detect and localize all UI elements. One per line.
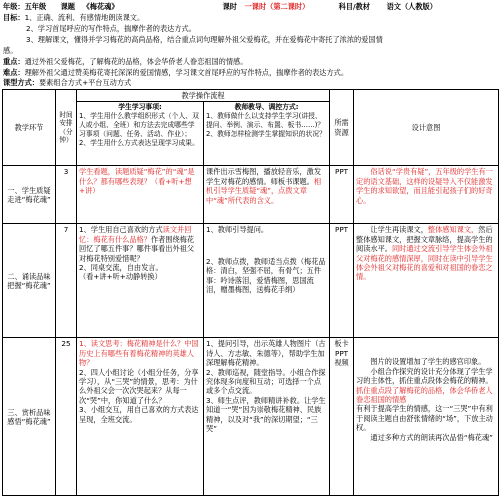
goal-item: 3、理解课文，懂得并学习梅花的高尚品格，结合重点词句理解外祖父爱梅花，并在爱梅花中寄托了浓浓的爱国情 — [26, 35, 383, 44]
design-cell — [354, 338, 499, 496]
design-text: 小组合作探究的设计充分体现了学生学习的主体性，抓住重点段体会梅花的精神。 — [356, 366, 493, 386]
design-text: 让学生再读课文， — [370, 225, 428, 235]
teacher-text: 3、师生点评，教师精讲补救。让学生知道一“哭”因为崇敬梅花精神、民族精神，以及对“我”的深切期望；“三哭” — [206, 395, 326, 434]
teacher-text: 课件出示雪梅图，播放轻音乐，激发学生对梅花的感情。师板书课题。 — [206, 167, 322, 186]
teacher-text-highlight: 相机引导学生质疑“魂”，点拨文章中“魂”所代表的含义。 — [206, 176, 322, 205]
period-label: 课时 — [222, 2, 237, 11]
resource-cell: 板卡PPT视频 — [330, 338, 354, 496]
goal-item: 1、正确、流利、有感情地朗读课文。 — [24, 13, 145, 22]
subject-value: 语文（人教版） — [386, 2, 437, 11]
student-text: 2、四人小组讨论（小组分任务，分享学习），从“三哭”的情景，思考：为什么外祖父会一次次哭起来？从每一次“哭”中，你知道了什么？ — [79, 367, 199, 405]
stage-cell: 三、赏析品味感悟“梅花魂” — [3, 338, 56, 496]
difficulty-text: 理解外祖父通过赞美梅花寄托深深的爱国情感，学习课文首尾呼应的写作特点，揣摩作者的表达方式。 — [24, 68, 349, 77]
teacher-cell — [204, 224, 330, 338]
goals-line-1 — [3, 13, 144, 22]
table-row — [3, 224, 499, 338]
key-point-label: 重点： — [3, 57, 25, 66]
goal-item: 感。 — [3, 46, 18, 55]
student-cell — [77, 338, 204, 496]
design-text-highlight: 抓住重点段了解梅花的品格，体会华侨老人眷恋祖国的情感 — [356, 385, 493, 405]
col-stage-header: 教学环节 — [3, 90, 56, 166]
topic-label: 课题 — [60, 2, 75, 11]
grade-value: 五年级 — [24, 2, 47, 11]
grade-label: 年级： — [3, 2, 25, 11]
student-cell — [77, 224, 204, 338]
design-text: 通过多种方式的朗读再次品悟“梅花魂” — [370, 432, 493, 442]
lesson-type-row — [3, 78, 131, 87]
stage-cell: 二、诵读品味把握“梅花魂” — [3, 224, 56, 338]
student-text: 1、学生用自己喜欢的方式 — [79, 225, 163, 235]
time-cell: 7 — [56, 224, 77, 338]
design-text-highlight: 整体感知课文， — [427, 225, 479, 235]
lesson-type-text: 要素组合方式+平台互动方式 — [38, 78, 132, 87]
teacher-cell — [204, 338, 330, 496]
teacher-column-header — [204, 102, 330, 166]
design-text-highlight: 同时通过交流引导学生体会外祖父对梅花的感情深厚，同时在读中引导学生体会外祖父对梅花的喜爱和对祖国的眷恋之情。 — [356, 244, 493, 282]
student-header-text: 1、学生用什么教学组织形式（个人、双人或小组、全班）和方法去完成哪些学习事项（问题、任务、活动、作业）；2、学生用什么方式表达呈现学习成果。 — [79, 112, 199, 147]
difficulty-row — [3, 68, 348, 77]
resource-cell: PPT — [330, 224, 354, 338]
teacher-text: 1、教师引导提问。 — [206, 225, 269, 235]
col-process-header: 教学操作流程 — [77, 90, 330, 102]
col-time-header: 时间安排（分钟） — [56, 90, 77, 166]
table-row — [3, 166, 499, 224]
goals-label: 目标： — [3, 13, 25, 22]
resource-cell: PPT — [330, 166, 354, 224]
stage-cell: 一、学生质疑走进“梅花魂” — [3, 166, 56, 224]
teacher-text: 1、提问引导，出示英雄人物图片（古诗人、方志敏、朱德等），帮助学生加深理解梅花精神。 — [206, 339, 326, 368]
design-cell: 俗话说“学贵有疑”，五年级的学生有一定的语文基础，这样的设疑导入不仅能激发学生的求知欲望，而且能引起孩子们的好奇心。 — [354, 166, 499, 224]
teacher-cell — [204, 166, 330, 224]
student-header-title: 学生学习事项: — [118, 103, 162, 112]
teacher-header-title: 教师教导、调控方式: — [234, 103, 299, 112]
difficulty-label: 难点： — [3, 68, 25, 77]
period-value: 一课时（第二课时） — [244, 2, 310, 11]
key-point-text: 通过外祖父爱梅花，了解梅花的品格，体会华侨老人眷恋祖国的情感。 — [24, 57, 248, 66]
teacher-text: 2、教师巡视，随堂指导。小组合作探究体现多向度和互动；可选择一个点或多个点交流。 — [206, 367, 326, 396]
topic-value: 《梅花魂》 — [82, 2, 119, 11]
student-text: 3、小组交互，用自己喜欢的方式表达呈现，全班交流。 — [79, 405, 199, 424]
student-column-header — [77, 102, 204, 166]
lesson-type-label: 课型方式： — [3, 78, 39, 87]
header-row — [3, 2, 437, 11]
student-text: （看+讲+听+动静转换） — [79, 272, 162, 282]
design-text: 然后整体感知课文，把握文章脉络，提高学生的阅读水平。 — [356, 225, 493, 254]
col-design-header: 设计意图 — [354, 90, 499, 166]
student-text: 作者围绕梅花回忆了哪五件事？哪件事看出外祖父对梅花特别爱惜呢？ — [79, 234, 195, 263]
teacher-text: 2、教师点拨，教师适当点拨（梅花品格：清白，坚强不屈，有骨气；五件事：吟诗落泪，爱惜梅图，思国流泪，赠墨梅图，送梅花手绢） — [206, 256, 326, 295]
time-cell: 3 — [56, 166, 77, 224]
teacher-header-text: 1、教师做什么以支持学生学习(讲授、提问、举例、演示、布置、板书……)？ 2、教师怎样检测学生掌握知识的状况？ — [206, 112, 326, 138]
key-point-row — [3, 57, 247, 66]
teaching-process-table — [2, 89, 499, 496]
goal-item: 2、学习首尾呼应的写作特点，揣摩作者的表达方式。 — [26, 24, 196, 33]
student-text: 2、同桌交流，自由发言。 — [79, 263, 163, 273]
table-row — [3, 338, 499, 496]
design-text: 有利于提高学生的情感，这一“三哭”中有利于阅读主题自由舒张情绪的“场”，下放主动权。 — [356, 404, 493, 433]
student-text-highlight: 读文并回忆：梅花有什么品格？ — [79, 225, 192, 244]
student-cell: 学生看题，读题质疑“梅花”的“魂”是什么？都有哪些表现？（看+听+想+讲） — [77, 166, 204, 224]
col-resources-header: 所需资源 — [330, 90, 354, 166]
time-cell: 25 — [56, 338, 77, 496]
subject-label: 科目/教材 — [338, 2, 370, 11]
design-text: 图片的设置增加了学生的感官印象。 — [370, 357, 486, 367]
student-text-highlight: 1、读文思考：梅花精神是什么？中国历史上有哪些有着梅花精神的英雄人物？ — [79, 339, 199, 368]
design-cell — [354, 224, 499, 338]
